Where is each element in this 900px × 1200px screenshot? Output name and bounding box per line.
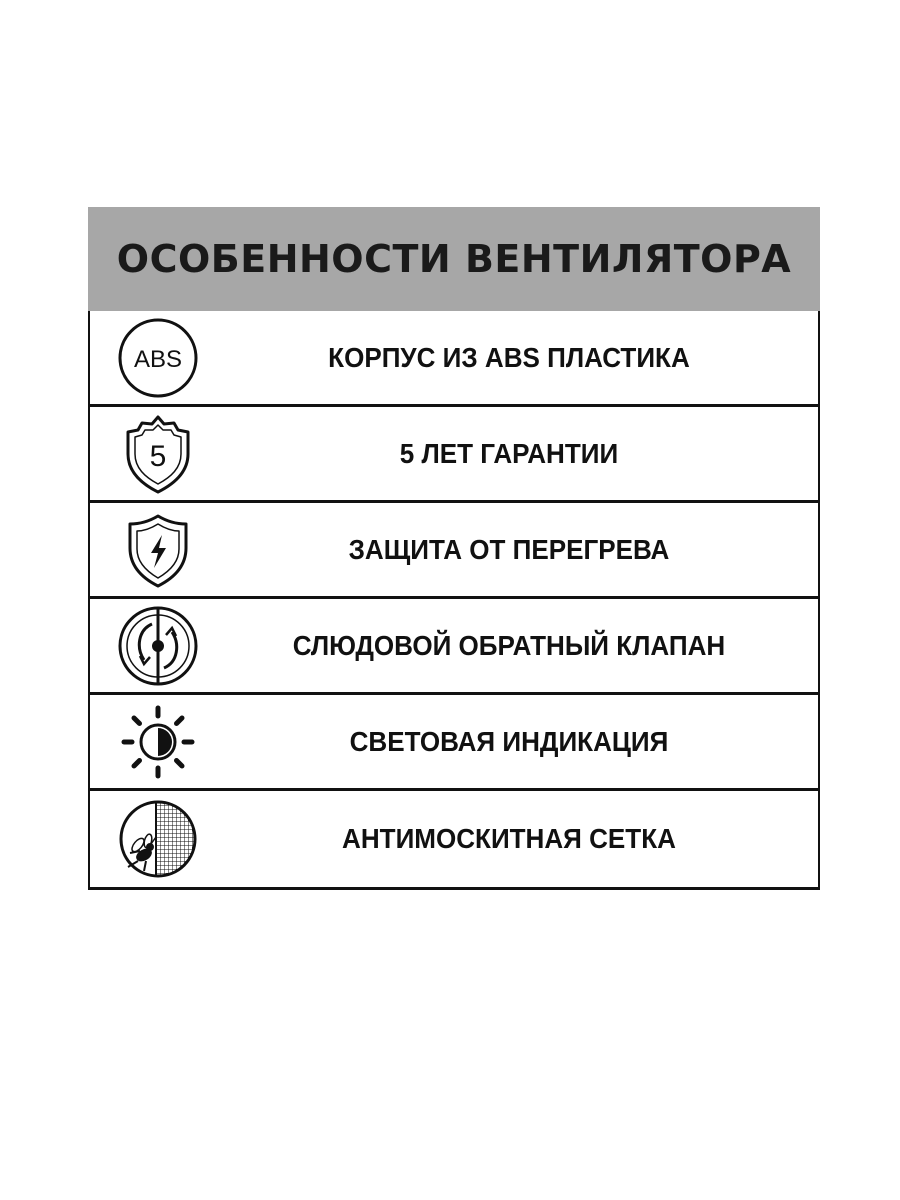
mosquito-net-icon xyxy=(90,791,226,887)
feature-label-warranty: 5 ЛЕТ ГАРАНТИИ xyxy=(399,437,619,469)
feature-row-indicator xyxy=(90,695,818,791)
feature-label-abs: КОРПУС ИЗ ABS ПЛАСТИКА xyxy=(328,341,690,373)
features-list xyxy=(88,311,820,890)
page-title: ОСОБЕННОСТИ ВЕНТИЛЯТОРА xyxy=(116,237,792,281)
feature-row-abs xyxy=(90,311,818,407)
feature-label-valve: СЛЮДОВОЙ ОБРАТНЫЙ КЛАПАН xyxy=(292,629,726,661)
feature-row-warranty xyxy=(90,407,818,503)
feature-row-valve xyxy=(90,599,818,695)
shield-lightning-icon xyxy=(90,503,226,596)
feature-label-indicator: СВЕТОВАЯ ИНДИКАЦИЯ xyxy=(349,725,669,757)
check-valve-icon xyxy=(90,599,226,692)
shield-5-icon xyxy=(90,407,226,500)
feature-label-net: АНТИМОСКИТНАЯ СЕТКА xyxy=(342,823,676,854)
sun-indicator-icon xyxy=(90,695,226,788)
feature-label-overheat: ЗАЩИТА ОТ ПЕРЕГРЕВА xyxy=(348,533,670,565)
feature-row-overheat xyxy=(90,503,818,599)
feature-row-net xyxy=(90,791,818,887)
header-bar xyxy=(88,207,820,311)
warranty-icon-text: 5 xyxy=(149,439,167,473)
abs-icon-text: ABS xyxy=(133,345,183,373)
features-panel xyxy=(88,207,820,890)
abs-circle-icon xyxy=(90,311,226,404)
